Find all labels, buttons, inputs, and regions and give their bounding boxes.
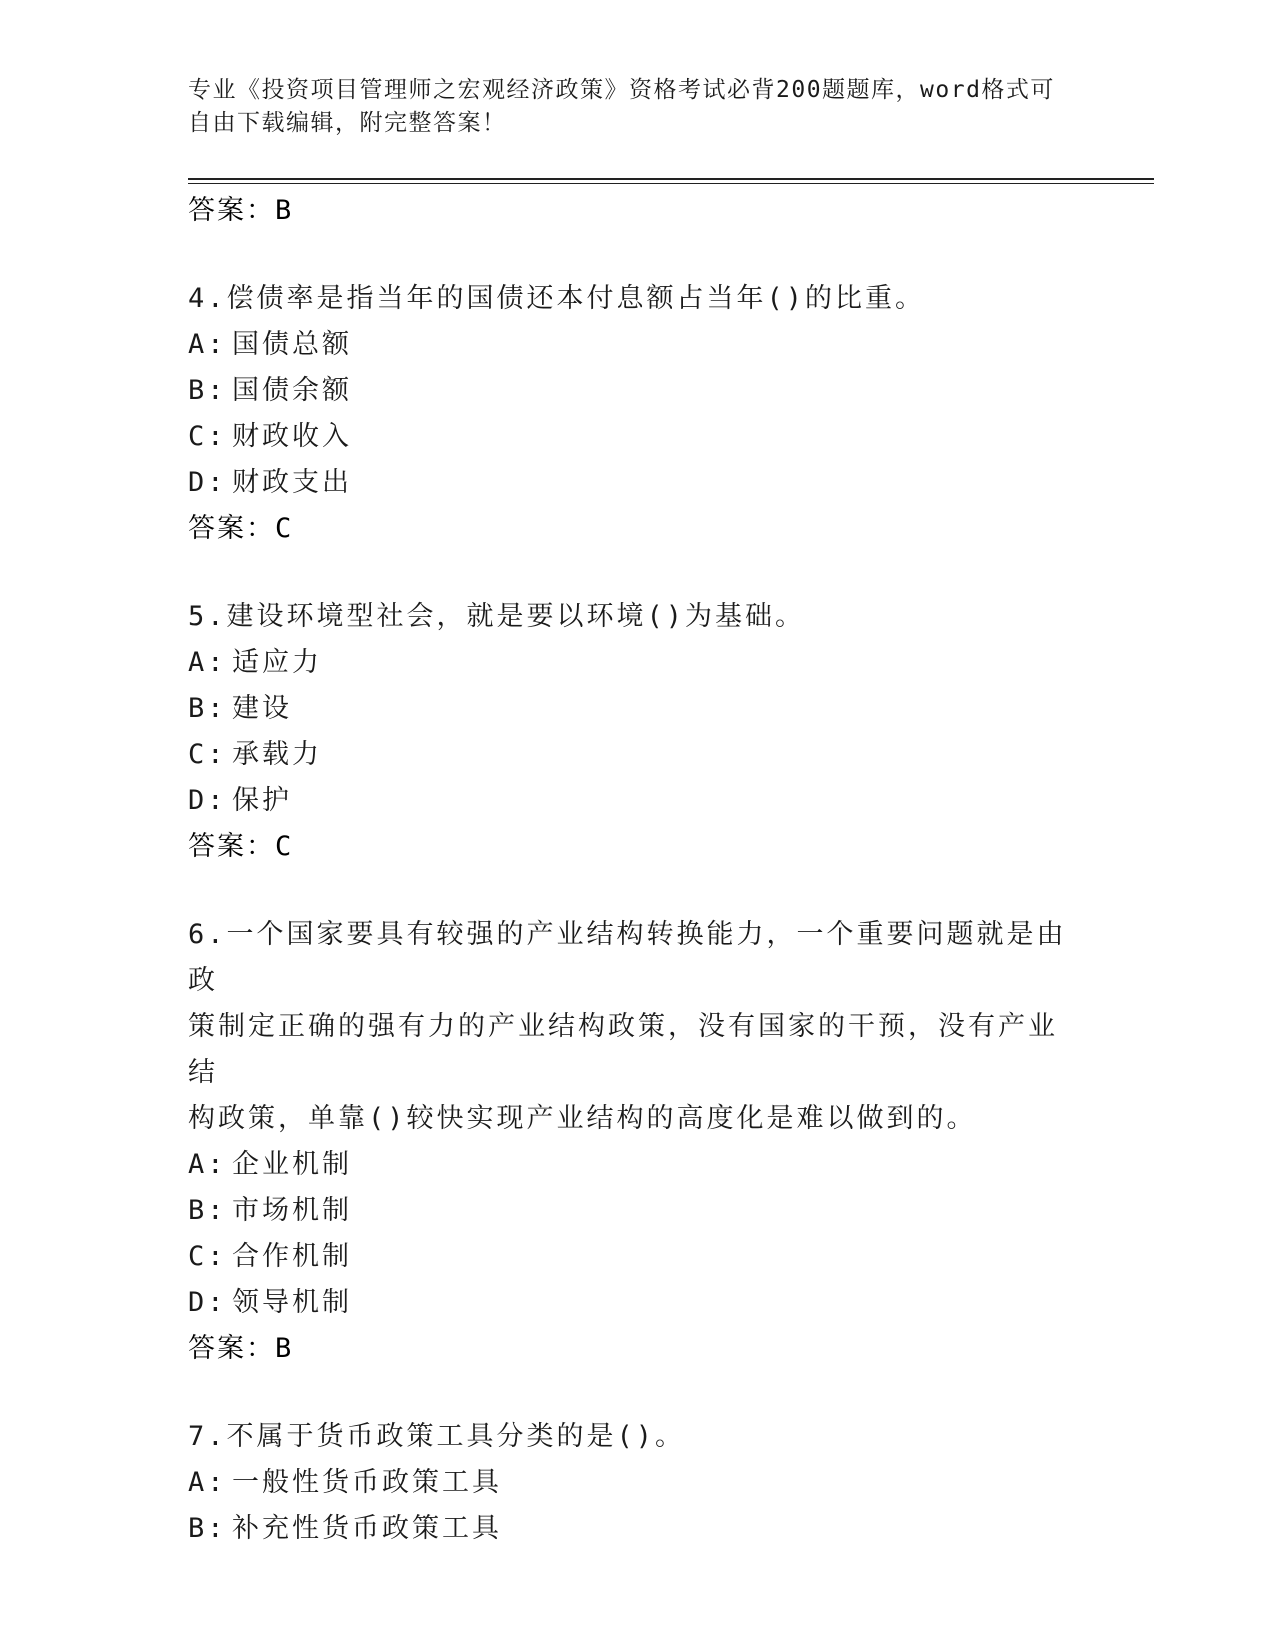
answer-line [188, 824, 1068, 870]
option-b [188, 686, 1068, 732]
option-d [188, 460, 1068, 506]
question-5 [188, 594, 1068, 870]
question-stem: 4.偿债率是指当年的国债还本付息额占当年()的比重。 [188, 283, 926, 314]
option-c [188, 732, 1068, 778]
option-key: B: [188, 375, 227, 406]
option-a [188, 1142, 1068, 1188]
option-text: 承载力 [232, 739, 322, 770]
option-key: A: [188, 647, 227, 678]
question-4 [188, 276, 1068, 552]
option-text: 财政收入 [232, 421, 352, 452]
question-stem-line-2: 策制定正确的强有力的产业结构政策，没有国家的干预，没有产业结 [188, 1011, 1058, 1088]
option-text: 国债余额 [232, 375, 352, 406]
option-text: 财政支出 [232, 467, 352, 498]
option-key: A: [188, 1149, 227, 1180]
option-key: D: [188, 467, 227, 498]
answer-line-q3 [188, 188, 1068, 234]
option-text: 企业机制 [232, 1149, 352, 1180]
option-key: C: [188, 1241, 227, 1272]
option-a [188, 322, 1068, 368]
option-key: D: [188, 785, 227, 816]
answer-line [188, 1326, 1068, 1372]
option-key: C: [188, 421, 227, 452]
question-stem: 5.建设环境型社会，就是要以环境()为基础。 [188, 601, 806, 632]
option-key: B: [188, 1513, 227, 1544]
option-a [188, 640, 1068, 686]
option-b [188, 1506, 1068, 1552]
question-stem-line-1: 6.一个国家要具有较强的产业结构转换能力，一个重要问题就是由政 [188, 919, 1067, 996]
question-6 [188, 912, 1068, 1372]
option-text: 国债总额 [232, 329, 352, 360]
option-text: 市场机制 [232, 1195, 352, 1226]
header-line-1: 专业《投资项目管理师之宏观经济政策》资格考试必背200题题库，word格式可 [188, 77, 1055, 103]
option-key: D: [188, 1287, 227, 1318]
question-7 [188, 1414, 1068, 1552]
answer-label: 答案： [188, 513, 275, 544]
option-a [188, 1460, 1068, 1506]
option-b [188, 368, 1068, 414]
option-key: C: [188, 739, 227, 770]
option-key: A: [188, 1467, 227, 1498]
option-text: 建设 [232, 693, 292, 724]
answer-label: 答案： [188, 195, 275, 226]
header-line-2: 自由下载编辑，附完整答案！ [188, 110, 507, 136]
question-stem-line-3: 构政策，单靠()较快实现产业结构的高度化是难以做到的。 [188, 1103, 977, 1134]
option-text: 保护 [232, 785, 292, 816]
option-key: A: [188, 329, 227, 360]
answer-label: 答案： [188, 1333, 275, 1364]
option-key: B: [188, 693, 227, 724]
option-c [188, 414, 1068, 460]
document-header [188, 74, 1068, 140]
option-text: 合作机制 [232, 1241, 352, 1272]
header-divider-thin [188, 183, 1154, 184]
header-divider-thick [188, 178, 1154, 180]
answer-value: C [275, 831, 294, 862]
option-c [188, 1234, 1068, 1280]
option-text: 适应力 [232, 647, 322, 678]
option-b [188, 1188, 1068, 1234]
document-body [188, 188, 1068, 1552]
option-text: 一般性货币政策工具 [232, 1467, 502, 1498]
answer-line [188, 506, 1068, 552]
option-d [188, 1280, 1068, 1326]
answer-value: B [275, 1333, 294, 1364]
option-key: B: [188, 1195, 227, 1226]
option-text: 领导机制 [232, 1287, 352, 1318]
option-d [188, 778, 1068, 824]
option-text: 补充性货币政策工具 [232, 1513, 502, 1544]
answer-value: C [275, 513, 294, 544]
answer-value: B [275, 195, 294, 226]
answer-label: 答案： [188, 831, 275, 862]
question-stem: 7.不属于货币政策工具分类的是()。 [188, 1421, 686, 1452]
